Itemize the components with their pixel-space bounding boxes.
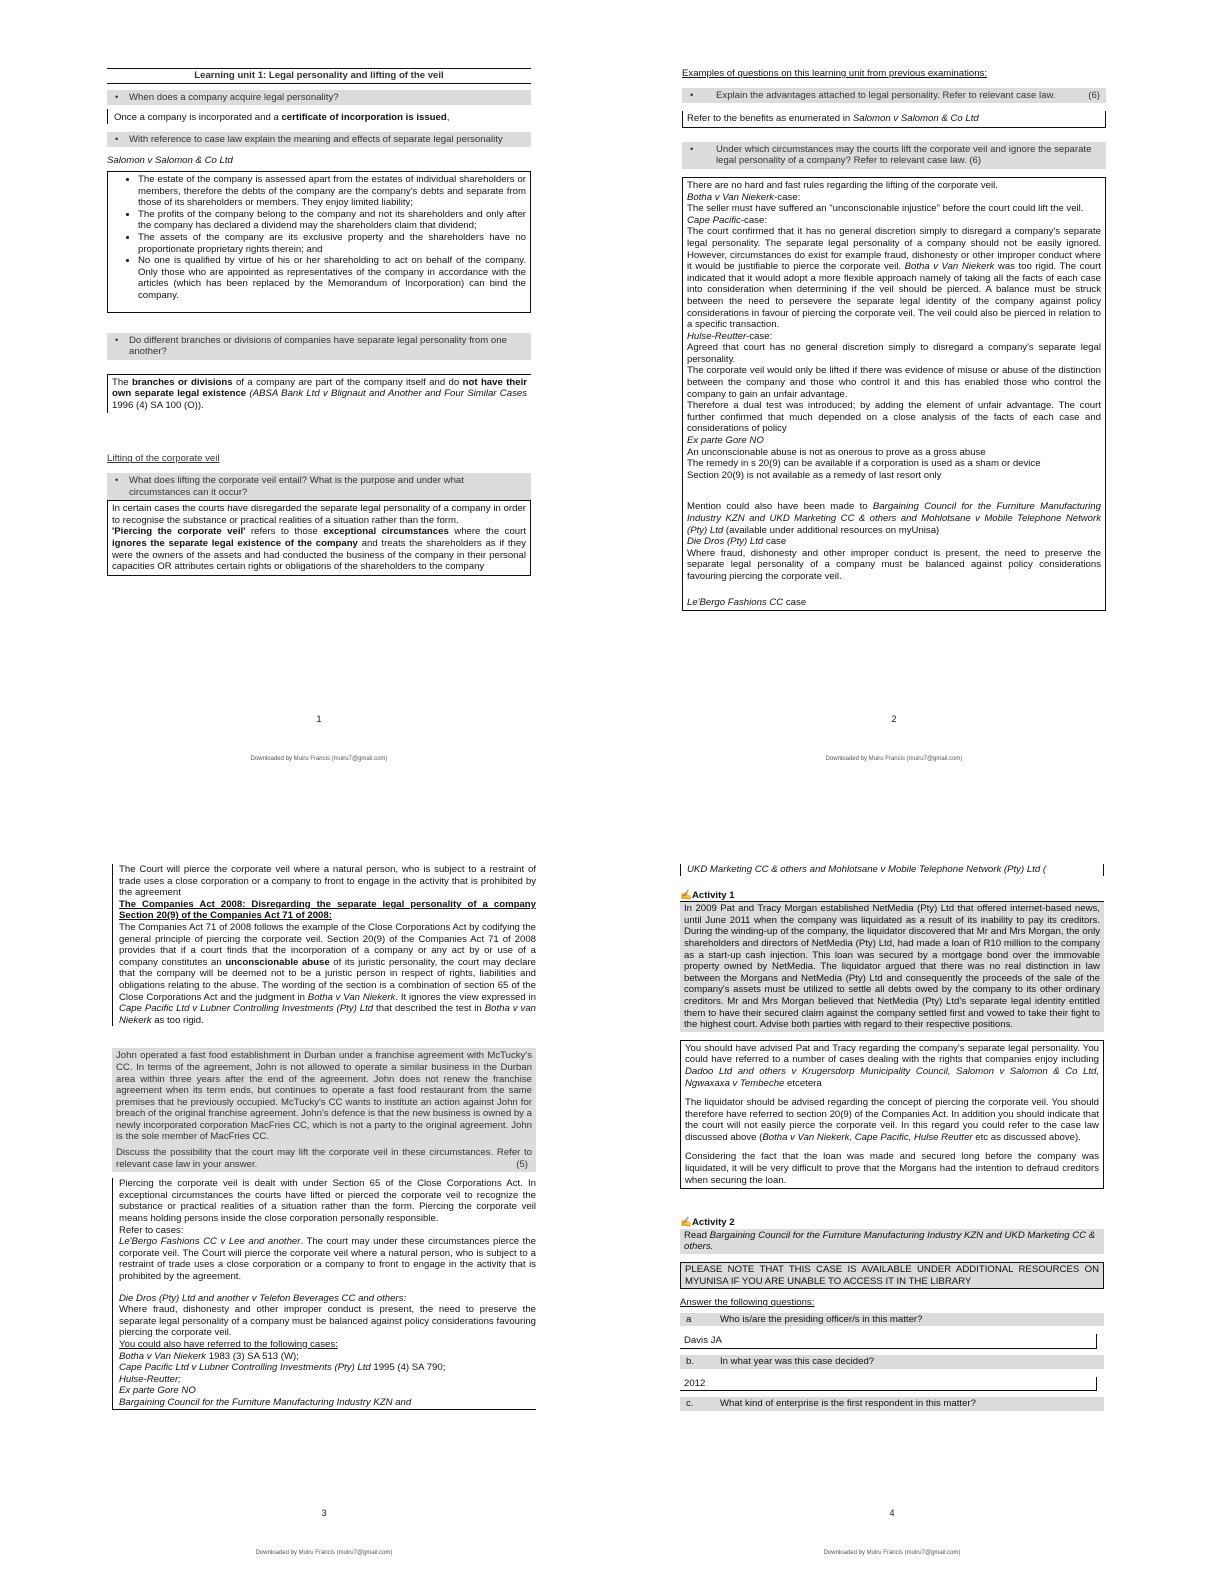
page-number: 2: [891, 714, 897, 724]
question-acquire-personality: • When does a company acquire legal personality?: [107, 90, 531, 106]
question-circumstances: • Under which circumstances may the courts lift the corporate veil and ignore the separate legal personality of a company? Refer to relevant case law. (6): [682, 142, 1106, 169]
question-row: a Who is/are the presiding officer/s in this matter?: [680, 1313, 1104, 1327]
scenario-box: John operated a fast food establishment in Durban under a franchise agreement with McTucky's CC. In terms of the agreement, John is not allowed to operate a similar business in the Durban area within three years after the end of the agreement. John does not renew the franchise agreement when its term ends, but continues to operate a fast food restaurant from the same premises that he previously occupied. McTucky's CC wants to institute an action against John for breach of the original franchise agreement. John's defence is that the new business is owned by a newly incorporated corporation MacFries CC, which is not a party to the original agreement. John is the sole member of MacFries CC. Discuss the possibility that the court may lift the corporate veil in these circumstances. Refer to relevant case law in your answer. (5): [112, 1048, 536, 1172]
case-heading-salomon: Salomon v Salomon & Co Ltd: [107, 155, 233, 167]
exam-questions-heading: Examples of questions on this learning unit from previous examinations:: [682, 68, 988, 79]
answer-row: 2012: [680, 1377, 1097, 1392]
activity-1-title: Activity 1: [691, 889, 735, 901]
bullet-icon: •: [115, 334, 119, 346]
bullet-icon: •: [115, 475, 119, 487]
page-3: [112, 864, 536, 1410]
pencil-icon: ✍: [680, 1217, 692, 1229]
answer-questions-heading: Answer the following questions:: [680, 1297, 815, 1309]
page-1: [107, 68, 531, 576]
list-item: • The profits of the company belong to the company and not its shareholders and only after the company has declared a dividend may the shareholders claim that dividend;: [138, 209, 526, 232]
activity-1-scenario: In 2009 Pat and Tracy Morgan established NetMedia (Pty) Ltd that offered internet-based news, until June 2011 when the company was liquidated as a result of its inability to pay its creditors. During the winding-up of the company, the liquidator discovered that Mr and Mrs Morgan, the only shareholders and directors of NetMedia (Pty) Ltd, had made a loan of R10 million to the company as a start-up cash injection. This loan was secured by a mortgage bond over the immovable property owned by NetMedia. The liquidator argued that there was no real distinction in law between the Morgans and NetMedia (Pty) Ltd and consequently the proceeds of the sale of the company's assets must be utilized to settle all debts owed by the company to its other ordinary creditors. Mr and Mrs Morgan believed that NetMedia (Pty) Ltd's separate legal identity entitled them to have their secured claim against the company settled first and vowed to take their fight to the highest court. Advise both parties with regard to their respective positions.: [680, 901, 1104, 1032]
page-number: 4: [889, 1508, 895, 1518]
bullet-icon: •: [115, 91, 119, 103]
bullet-icon: •: [690, 143, 694, 155]
download-footer: Downloaded by Muiru Francis (muiru7@gmail.com): [825, 756, 963, 762]
question-branches: • Do different branches or divisions of companies have separate legal personality from one another?: [107, 333, 531, 360]
page-2: [682, 68, 1106, 611]
list-item: • No one is qualified by virtue of his or her shareholding to act on behalf of the company. Only those who are appointed as representatives of the company in accordance with the articles (which has been replaced by the Memorandum of Incorporation) can bind the company.: [138, 255, 526, 301]
download-footer: Downloaded by Muiru Francis (muiru7@gmail.com): [255, 1550, 393, 1556]
list-item: • The assets of the company are its exclusive property and the shareholders have no proportionate proprietary rights therein; and: [138, 232, 526, 255]
list-item: • The estate of the company is assessed apart from the estates of individual shareholders or members, therefore the debts of the company are the company's debts and separate from those of its shareholders or members. They enjoy limited liability;: [138, 174, 526, 209]
case-citation-top: UKD Marketing CC & others and Mohlotsane v Mobile Telephone Network (Pty) Ltd (: [680, 864, 1104, 876]
unit-header: Learning unit 1: Legal personality and lifting of the veil: [107, 68, 531, 84]
effects-list: [112, 174, 526, 302]
answer-lifting: In certain cases the courts have disregarded the separate legal personality of a company in order to recognise the substance or practical realities of a situation rather than the form. 'Piercing the corporate veil' refers to those exceptional circumstances where the court ignores the separate legal existence of the company and treats the shareholders as if they were the owners of the assets and had conducted the business of the company in their personal capacities OR attributes certain rights or obligations of the shareholders to the company: [107, 500, 531, 576]
page-number: 3: [321, 1508, 327, 1518]
effects-box: [107, 171, 531, 313]
bullet-icon: •: [115, 133, 119, 145]
companies-act-heading: The Companies Act 2008: Disregarding the separate legal personality of a company Section 20(9) of the Companies Act 71 of 2008:: [119, 898, 536, 922]
answer-acquire-personality: Once a company is incorporated and a certificate of incorporation is issued,: [107, 109, 531, 124]
answer-branches: The branches or divisions of a company are part of the company itself and do not have their own separate legal existence (ABSA Bank Ltd v Blignaut and Another and Four Similar Cases 1996 (4) SA 100 (O)).: [107, 374, 531, 414]
activity-2-note: PLEASE NOTE THAT THIS CASE IS AVAILABLE UNDER ADDITIONAL RESOURCES ON MYUNISA IF YOU ARE UNABLE TO ACCESS IT IN THE LIBRARY: [680, 1262, 1104, 1289]
question-advantages: • Explain the advantages attached to legal personality. Refer to relevant case law. (6): [682, 88, 1106, 104]
pencil-icon: ✍: [680, 889, 692, 901]
activity-2-instruction: Read Bargaining Council for the Furniture Manufacturing Industry KZN and UKD Marketing CC & others.: [680, 1229, 1104, 1254]
answer-row: Davis JA: [680, 1334, 1097, 1349]
scenario-answer: Piercing the corporate veil is dealt with under Section 65 of the Close Corporations Act. In exceptional circumstances the courts have lifted or pierced the corporate veil to recognize the substance or practical realities of a situation rather than the form. Piercing the corporate veil means holding persons inside the close corporation personally responsible. Refer to cases: Le'Bergo Fashions CC v Lee and another. The court may under these circumstances pierce the corporate veil. The Court will pierce the corporate veil where a natural person, who is subject to a restraint of trade uses a close corporation or a company to front to engage in the activity that is prohibited by the agreement. Die Dros (Pty) Ltd and another v Telefon Beverages CC and others: Where fraud, dishonesty and other improper conduct is present, the need to preserve the separate legal personality of a company must be balanced against policy considerations favouring piercing the corporate veil. You could also have referred to the following cases: Botha v Van Niekerk 1983 (3) SA 513 (W); Cape Pacific Ltd v Lubner Controlling Investments (Pty) Ltd 1995 (4) SA 790; Hulse-Reutter; Ex parte Gore NO Bargaining Council for the Furniture Manufacturing Industry KZN and: [112, 1178, 536, 1409]
restraint-text-box: The Court will pierce the corporate veil where a natural person, who is subject to a restraint of trade uses a close corporation or a company to front to engage in the activity that is prohibited by the agreement The Companies Act 2008: Disregarding the separate legal personality of a company Section 20(9) of the Companies Act 71 of 2008: The Companies Act 71 of 2008 follows the example of the Close Corporations Act by codifying the general principle of piercing the corporate veil. Section 20(9) of the Companies Act 71 of 2008 provides that if a court finds that the incorporation of a company or any act by or use of a company constitutes an unconscionable abuse of its juristic personality, the court may declare that the company will be deemed not to be a juristic person in respect of rights, liabilities and obligations relating to the abuse. The wording of the section is a combination of section 65 of the Close Corporations Act and the judgment in Botha v Van Niekerk. It ignores the view expressed in Cape Pacific Ltd v Lubner Controlling Investments (Pty) Ltd that described the test in Botha v van Niekerk as too rigid.: [112, 864, 536, 1026]
download-footer: Downloaded by Muiru Francis (muiru7@gmail.com): [823, 1550, 961, 1556]
bullet-icon: •: [690, 89, 694, 101]
activity-2-title: Activity 2: [691, 1217, 735, 1229]
activity-1-answer: You should have advised Pat and Tracy regarding the company's separate legal personality. You could have referred to a number of cases dealing with the rights that companies enjoy including Dadoo Ltd and others v Krugersdorp Municipality Council, Salomon v Salomon & Co Ltd, Ngwaxaxa v Tembeche etcetera The liquidator should be advised regarding the concept of piercing the corporate veil. You should therefore have referred to section 20(9) of the Companies Act. In addition you should indicate that the court will not easily pierce the corporate veil. In this regard you could refer to the case law discussed above (Botha v Van Niekerk, Cape Pacific, Hulse Reutter etc as discussed above). Considering the fact that the loan was made and secured long before the company was liquidated, it will be very difficult to prove that the Morgans had the intention to defraud creditors when securing the loan.: [680, 1040, 1104, 1190]
question-separate-personality: • With reference to case law explain the meaning and effects of separate legal personality: [107, 132, 531, 148]
question-row: b. In what year was this case decided?: [680, 1355, 1104, 1369]
download-footer: Downloaded by Muiru Francis (muiru7@gmail.com): [250, 756, 388, 762]
question-lifting: • What does lifting the corporate veil entail? What is the purpose and under what circumstances can it occur?: [107, 473, 531, 500]
answer-circumstances: There are no hard and fast rules regarding the lifting of the corporate veil. Botha v Van Niekerk-case: The seller must have suffered an "unconscionable injustice" before the court could lift the veil. Cape Pacific-case: The court confirmed that it has no general discretion simply to disregard a company's separate legal personality. The separate legal personality of a company should not be easily ignored. However, circumstances do exist for example fraud, dishonesty or other improper conduct where it would be justifiable to pierce the corporate veil. Botha v Van Niekerk was too rigid. The court indicated that it would adopt a more flexible approach namely of taking all the facts of each case into consideration when determining if the veil should be pierced. A balance must be struck between the need to persevere the separate legal identity of the company against policy considerations in favour of piercing the corporate veil. The veil could also be pierced in relation to a specific transaction. Hulse-Reutter-case: Agreed that court has no general discretion simply to disregard a company's separate legal personality. The corporate veil would only be lifted if there was evidence of misuse or abuse of the distinction between the company and those who control it and this has enabled those who control the company to gain an unfair advantage. Therefore a dual test was introduced; by adding the element of unfair advantage. The court further confirmed that much depended on a close analysis of the facts of each case and considerations of policy Ex parte Gore NO An unconscionable abuse is not as onerous to prove as a gross abuse The remedy in s 20(9) can be available if a corporation is used as a sham or device Section 20(9) is not available as a remedy of last resort only Mention could also have been made to Bargaining Council for the Furniture Manufacturing Industry KZN and UKD Marketing CC & others and Mohlotsane v Mobile Telephone Network (Pty) Ltd (available under additional resources on myUnisa) Die Dros (Pty) Ltd case Where fraud, dishonesty and other improper conduct is present, the need to preserve the separate legal personality of a company must be balanced against policy considerations favouring piercing the corporate veil. Le'Bergo Fashions CC case: [682, 177, 1106, 611]
answer-advantages: Refer to the benefits as enumerated in Salomon v Salomon & Co Ltd: [682, 111, 1106, 128]
question-row: c. What kind of enterprise is the first respondent in this matter?: [680, 1397, 1104, 1411]
page-4: [680, 864, 1104, 1411]
page-number: 1: [316, 714, 322, 724]
section-heading-lifting: Lifting of the corporate veil: [107, 453, 220, 465]
